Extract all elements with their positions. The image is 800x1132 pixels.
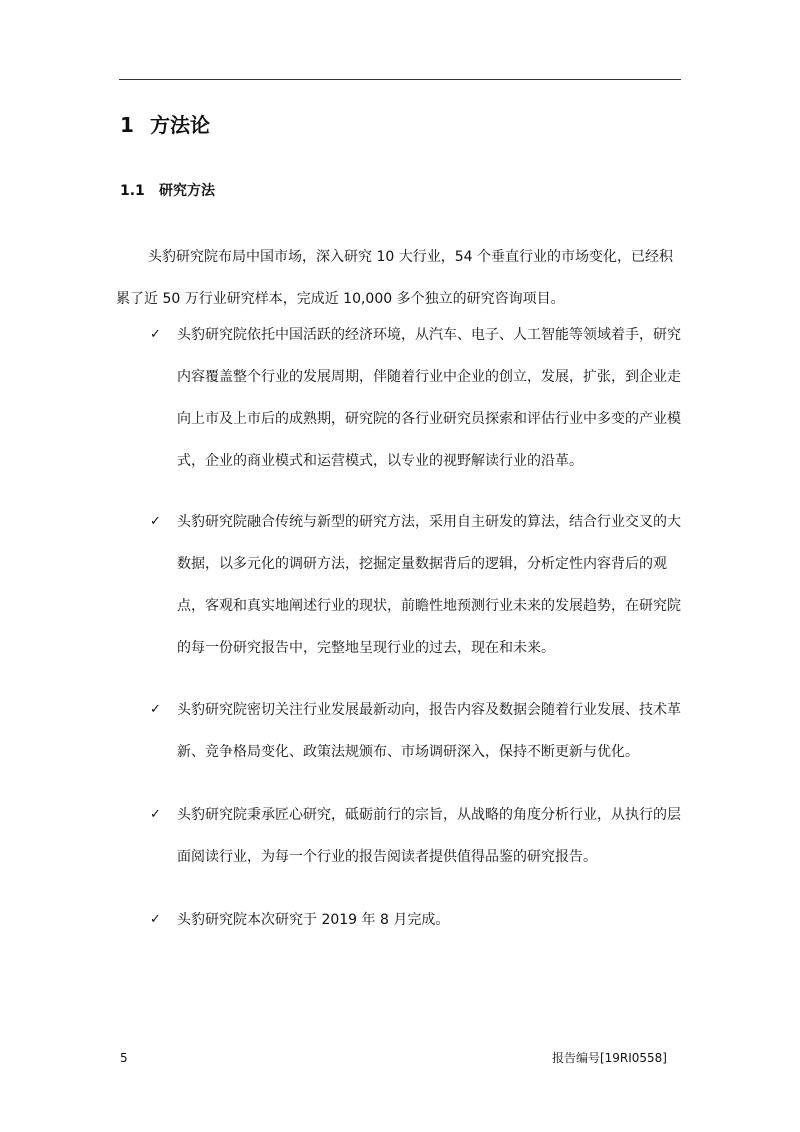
list-item-text: 头豹研究院秉承匠心研究，砥砺前行的宗旨，从战略的角度分析行业，从执行的层面阅读行业，为每一个行业的报告阅读者提供值得品鉴的研究报告。	[177, 807, 681, 865]
list-item	[150, 501, 690, 669]
list-item	[150, 314, 690, 482]
header-divider	[119, 79, 681, 80]
section-title: 方法论	[150, 113, 210, 137]
list-item	[150, 689, 690, 773]
list-item-text: 头豹研究院本次研究于 2019 年 8 月完成。	[177, 912, 450, 928]
page-number: 5	[120, 1051, 128, 1065]
checkmark-icon: ✓	[150, 327, 161, 342]
checkmark-icon: ✓	[150, 807, 161, 822]
checkmark-icon: ✓	[150, 514, 161, 529]
list-item	[150, 794, 690, 878]
list-item-text: 头豹研究院密切关注行业发展最新动向，报告内容及数据会随着行业发展、技术革新、竞争格局变化、政策法规颁布、市场调研深入，保持不断更新与优化。	[177, 702, 681, 760]
list-item-text: 头豹研究院融合传统与新型的研究方法，采用自主研发的算法，结合行业交叉的大数据，以多元化的调研方法，挖掘定量数据背后的逻辑，分析定性内容背后的观点，客观和真实地阐述行业的现状，前瞻性地预测行业未来的发展趋势，在研究院的每一份研究报告中，完整地呈现行业的过去，现在和未来。	[177, 514, 681, 656]
checkmark-icon: ✓	[150, 702, 161, 717]
checkmark-icon: ✓	[150, 912, 161, 927]
intro-paragraph: 头豹研究院布局中国市场，深入研究 10 大行业，54 个垂直行业的市场变化，已经积累了近 50 万行业研究样本，完成近 10,000 多个独立的研究咨询项目。	[116, 249, 673, 307]
list-item	[150, 899, 690, 941]
subsection-heading	[120, 181, 215, 201]
report-id: 报告编号[19RI0558]	[551, 1051, 667, 1065]
section-heading	[120, 111, 210, 139]
section-number: 1	[120, 113, 134, 137]
subsection-number: 1.1	[120, 183, 145, 199]
list-item-text: 头豹研究院依托中国活跃的经济环境，从汽车、电子、人工智能等领域着手，研究内容覆盖整个行业的发展周期，伴随着行业中企业的创立，发展，扩张，到企业走向上市及上市后的成熟期，研究院的各行业研究员探索和评估行业中多变的产业模式，企业的商业模式和运营模式，以专业的视野解读行业的沿革。	[177, 327, 681, 469]
subsection-title: 研究方法	[159, 183, 215, 199]
